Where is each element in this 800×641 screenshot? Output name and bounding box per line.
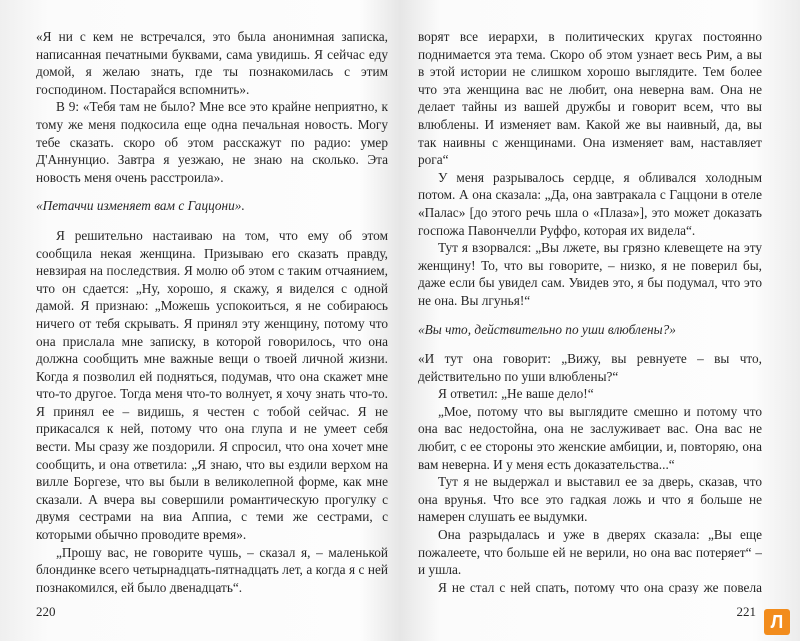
paragraph: „Мое, потому что вы выглядите смешно и потому что она вас недостойна, она не заслуживает вас. Она вас не любит, с ее стороны это женские амбиции, и, повторяю, она вам неверна. И у меня есть доказательства...“ — [418, 403, 762, 472]
paragraph: Я не стал с ней спать, потому что она сразу же повела — [438, 579, 762, 594]
section-heading: «Вы что, действительно по уши влюблены?» — [418, 321, 676, 337]
page-number: 220 — [36, 604, 56, 620]
paragraph: Тут я не выдержал и выставил ее за дверь, сказав, что она врунья. Что все это гадкая ложь и что я больше не намерен слушать ее выдумки. — [418, 474, 762, 525]
paragraph: «Я ни с кем не встречался, это была анонимная записка, написанная печатными буквами, сама увидишь. Я сейчас еду домой, я желаю знать, где ты познакомилась с этим господином. Постарайся вспомнить». — [36, 29, 388, 97]
dialogue-line: Я ответил: „Не ваше дело!“ — [438, 386, 594, 402]
paragraph: Тут я взорвался: „Вы лжете, вы грязно клевещете на эту женщину! То, что вы говорите, – низко, я не поверил бы, даже если бы увидел сам. Увидев это, я бы подумал, что это не она. Вы лгунья!“ — [418, 240, 762, 308]
paragraph: «И тут она говорит: „Вижу, вы ревнуете – вы что, действительно по уши влюблены?“ — [418, 351, 762, 384]
paragraph: „Прошу вас, не говорите чушь, – сказал я, – маленькой блондинке всего четырнадцать-пятнадцать лет, а когда я с ней познакомился, ей было двенадцать“. — [36, 544, 388, 594]
publisher-logo-icon: Л — [764, 609, 790, 635]
paragraph: У меня разрывалось сердце, я обливался холодным потом. А она сказала: „Да, она завтракала с Гаццони в отеле «Палас» [до этого речь шла о «Плаза»], это может доказать госпожа Павончелли Руффо, которая их видела“. — [418, 169, 762, 238]
paragraph: Она разрыдалась и уже в дверях сказала: „Вы еще пожалеете, что больше ей не верили, но она вас потеряет“ – и ушла. — [418, 527, 762, 578]
paragraph: Я решительно настаиваю на том, что ему об этом сообщила некая женщина. Призываю его сказать правду, невзирая на последствия. Я молю об этом с таким отчаянием, что он сдается: „Ну, хорошо, я скажу, я виделся с одной дамой. Я признаю: „Можешь успокоиться, я не собираюсь ничего от тебя скрывать. Я принял эту женщину, потому что она прислала мне записку, в которой говорилось, что она должна сообщить мне важные вещи о твоей личной жизни. Когда я позволил ей подняться, подумав, что она скажет мне что-то другое. Тогда меня что-то волнует, я хочу знать что-то. Я принял ее – видишь, я честен с тобой сейчас. Я не прикасался к ней, потому что она глупа и не умеет себя вести. Мы сразу же поздорили. Я спросил, что она хочет мне сообщить, и она ответила: „Я знаю, что вы ездили верхом на вилле Боргезе, что вы были в великолепной форме, как мне сказали. А вчера вы совершили романтическую прогулку с двумя сестрами на виа Аппиа, с теми же сестрами, с которыми обычно проводите время». — [36, 227, 388, 543]
right-page — [418, 28, 762, 621]
paragraph: В 9: «Тебя там не было? Мне все это крайне неприятно, к тому же меня подкосила еще одна печальная новость. Могу тебе сказать. скоро об этом расскажут по радио: умер Д'Аннунцио. Завтра я уезжаю, не знаю на сколько. Эта новость меня очень расстроила». — [36, 99, 388, 185]
page-number: 221 — [736, 604, 756, 620]
paragraph: ворят все иерархи, в политических кругах постоянно поднимается эта тема. Скоро об этом узнает весь Рим, а вы в этой истории не слишком хорошо выглядите. Тем более что эта женщина вас не любит, она неверна вам. Она не делает тайны из вашей дружбы и говорит всем, что вы влюблены. И изменяет вам. Какой же вы наивный, да, вы так наивны с женщинами. Она изменяет вам, наставляет рога“ — [418, 29, 762, 168]
left-page — [36, 28, 388, 621]
section-heading: «Петаччи изменяет вам с Гаццони». — [36, 198, 245, 214]
